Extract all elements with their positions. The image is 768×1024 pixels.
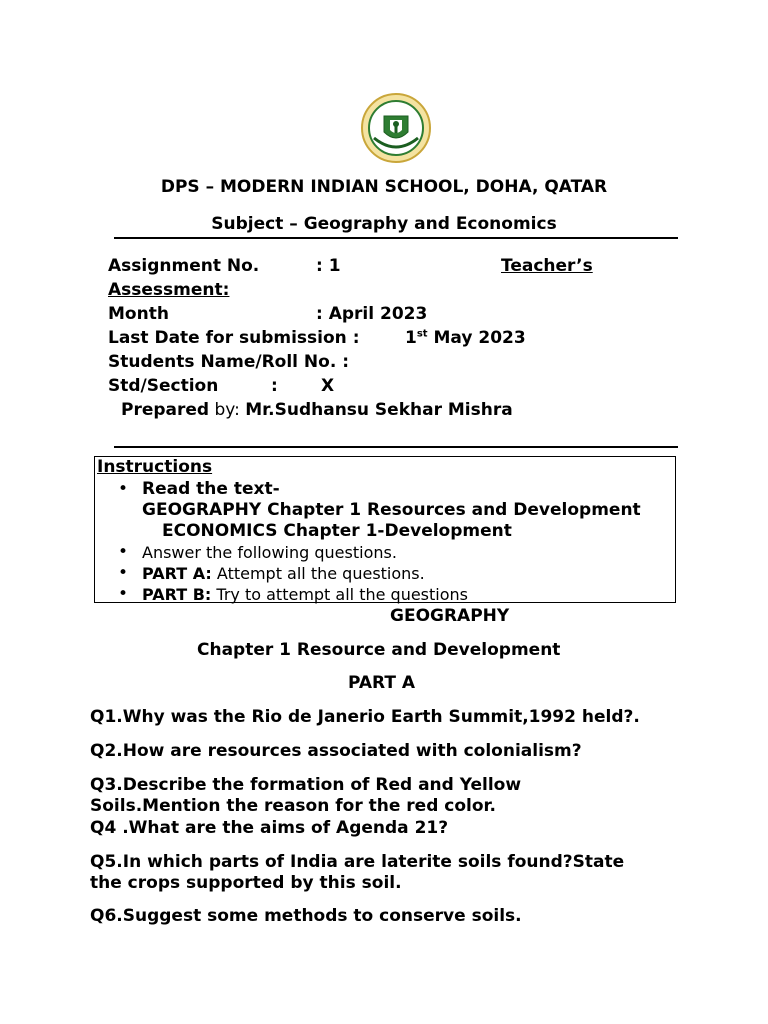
part-b-label: PART B:: [142, 585, 212, 604]
divider-top: [114, 237, 678, 239]
part-a-label: PART A:: [142, 564, 212, 583]
chapter-heading: Chapter 1 Resource and Development: [197, 640, 561, 660]
part-a-text: Attempt all the questions.: [211, 564, 425, 583]
question-3-line1: Q3.Describe the formation of Red and Yellow: [90, 775, 522, 795]
prepared-by-text: by:: [209, 400, 246, 420]
prepared-label: Prepared: [121, 400, 210, 420]
month-value: : April 2023: [316, 304, 428, 324]
question-2: Q2.How are resources associated with colonialism?: [90, 741, 582, 761]
assignment-label: Assignment No.: [108, 256, 260, 276]
subject-title: Subject – Geography and Economics: [211, 214, 557, 234]
question-5-line1: Q5.In which parts of India are laterite soils found?State: [90, 852, 625, 872]
preparer-name: Mr.Sudhansu Sekhar Mishra: [245, 400, 513, 420]
last-date-value: [405, 328, 526, 348]
instructions-title: Instructions: [97, 457, 213, 477]
month-label: Month: [108, 304, 169, 324]
bullet-dot: •: [118, 479, 129, 499]
last-date-label: Last Date for submission :: [108, 328, 360, 348]
bullet-dot: •: [118, 542, 129, 562]
prepared-by-line: [121, 400, 513, 420]
instruction-read-text: Read the text-: [142, 479, 280, 499]
instruction-geo-chapter: GEOGRAPHY Chapter 1 Resources and Development: [142, 500, 641, 520]
last-date-day: 1: [405, 328, 417, 348]
part-b-text: Try to attempt all the questions: [211, 585, 468, 604]
instruction-part-b: [142, 585, 468, 604]
question-6: Q6.Suggest some methods to conserve soils.: [90, 906, 522, 926]
school-crest-logo: [360, 92, 432, 164]
instruction-answer: Answer the following questions.: [142, 543, 397, 562]
school-crest-logo-graphic: [360, 92, 432, 164]
assessment-label: Assessment:: [108, 280, 230, 300]
part-a-heading: PART A: [348, 673, 416, 693]
question-4: Q4 .What are the aims of Agenda 21?: [90, 818, 449, 838]
std-section-value: X: [321, 376, 335, 396]
std-section-colon: :: [271, 376, 278, 396]
question-1: Q1.Why was the Rio de Janerio Earth Summit,1992 held?.: [90, 707, 640, 727]
last-date-month-year: May 2023: [427, 328, 526, 348]
question-3-line2: Soils.Mention the reason for the red color.: [90, 796, 496, 816]
teachers-label: Teacher’s: [501, 256, 593, 276]
question-5-line2: the crops supported by this soil.: [90, 873, 402, 893]
instruction-part-a: [142, 564, 425, 583]
students-name-label: Students Name/Roll No. :: [108, 352, 350, 372]
assignment-value: : 1: [316, 256, 341, 276]
std-section-label: Std/Section: [108, 376, 219, 396]
school-name: DPS – MODERN INDIAN SCHOOL, DOHA, QATAR: [160, 177, 608, 197]
bullet-dot: •: [118, 584, 129, 604]
bullet-dot: •: [118, 563, 129, 583]
divider-bottom: [114, 446, 678, 448]
geography-heading: GEOGRAPHY: [390, 606, 510, 626]
instruction-eco-chapter: ECONOMICS Chapter 1-Development: [162, 521, 512, 541]
last-date-suffix: st: [416, 328, 428, 340]
